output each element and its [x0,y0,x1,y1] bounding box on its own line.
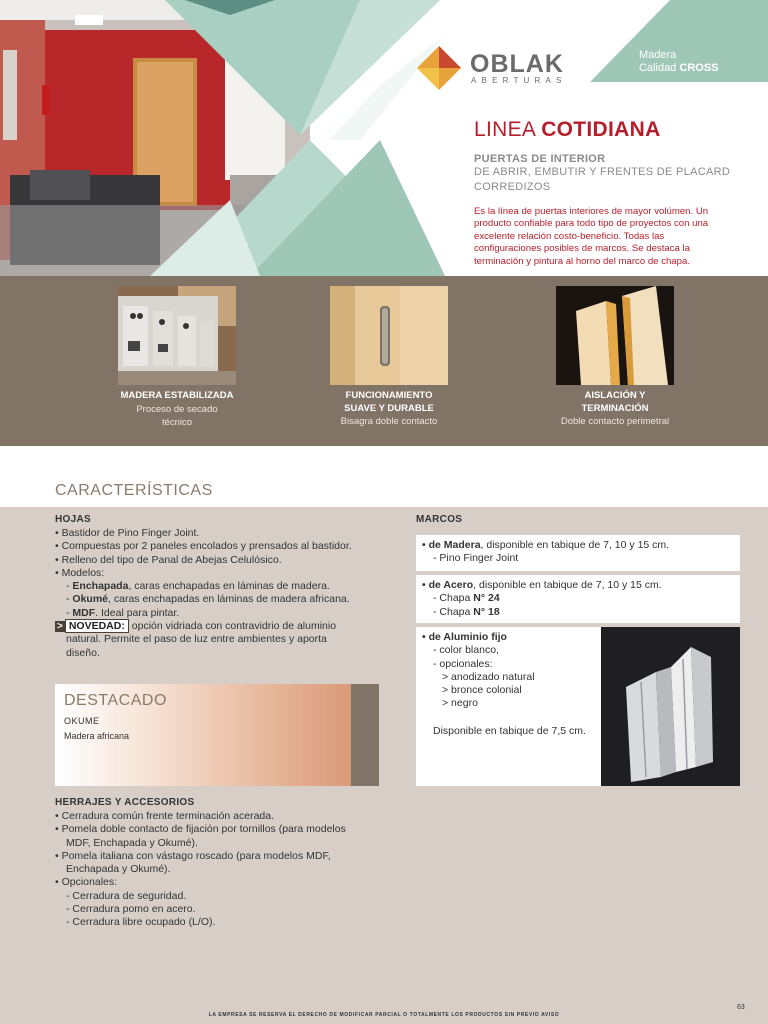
page-number: 63 [737,1004,745,1011]
feature-madera-estabilizada [77,286,277,429]
marco-alu-6: Disponible en tabique de 7,5 cm. [433,724,586,737]
herrajes-line-3: MDF, Enchapada y Okumé). [66,836,198,849]
marco-madera-sub: - Pino Finger Joint [433,552,519,565]
feature-3-title-1: AISLACIÓN Y [584,390,646,401]
herrajes-line-1: • Cerradura común frente terminación acerada. [55,810,275,822]
arrow-right-icon: > [57,621,63,633]
model-enchapada-name: Enchapada [72,580,129,593]
subtitle-2: DE ABRIR, EMBUTIR Y FRENTES DE PLACARD CORREDIZOS [474,166,731,193]
hojas-heading: HOJAS [55,514,91,525]
marco-acero-title: • de Acero [422,579,474,591]
model-okume-name: Okumé [72,593,109,606]
logo-diamond-icon [415,44,463,92]
brand-logo [415,44,590,94]
model-mdf-desc: . Ideal para pintar. [95,606,180,619]
destacado-desc: Madera africana [64,731,130,741]
feature-1-desc-1: Proceso de secado [136,403,218,415]
herrajes-list [55,810,385,930]
hojas-bullet-1: • Bastidor de Pino Finger Joint. [55,527,200,539]
hojas-bullet-3: • Relleno del tipo de Panal de Abejas Celulósico. [55,553,282,566]
badge-line-2-prefix: Calidad [639,62,677,74]
footer-disclaimer: LA EMPRESA SE RESERVA EL DERECHO DE MODIFICAR PARCIAL O TOTALMENTE LOS PRODUCTOS SIN PREVIO AVISO [208,1012,560,1018]
chapa-18-pre: - Chapa [433,605,471,618]
marco-alu-2: - opcionales: [433,657,493,670]
feature-funcionamiento [289,286,489,428]
feature-band [0,276,768,446]
herrajes-heading: HERRAJES Y ACCESORIOS [55,797,195,808]
herrajes-line-2: • Pomela doble contacto de fijación por tornillos (para modelos [55,823,346,836]
model-mdf: - MDF. Ideal para pintar. [66,606,180,619]
marco-alu-4: > bronce colonial [442,684,522,697]
marco-madera-line [422,539,734,552]
marcos-heading: MARCOS [416,514,463,525]
aluminum-frame-photo [601,627,740,786]
section-title-caracteristicas: CARACTERÍSTICAS [55,482,213,499]
hojas-bullet-2: • Compuestas por 2 paneles encolados y prensados al bastidor. [55,540,352,553]
marco-alu-3: > anodizado natural [442,670,535,683]
intro-paragraph: Es la línea de puertas interiores de mayor volúmen. Un producto confiable para todo tipo de proyectos con una excelente relación costo-beneficio. Todas las configuraciones posibles de marcos. Se destaca la terminación y pintura al horno del marco de chapa. [474,206,709,267]
feature-2-title-1: FUNCIONAMIENTO [345,390,433,401]
chapa-24-pre: - Chapa [433,592,471,605]
marco-madera-desc: , disponible en tabique de 7, 10 y 15 cm. [480,539,670,551]
door-profile-photo [556,286,674,385]
title-bold: COTIDIANA [541,118,661,141]
feature-2-desc: Bisagra doble contacto [340,416,438,427]
hojas-list [55,527,385,660]
herrajes-line-4: • Pomela italiana con vástago roscado (para modelos MDF, [55,849,331,862]
model-okume-desc: , caras enchapadas en láminas de madera africana. [108,593,350,606]
subtitle: PUERTAS DE INTERIOR [474,153,606,165]
herrajes-line-8: - Cerradura pomo en acero. [66,903,196,916]
herrajes-line-6: • Opcionales: [55,876,118,889]
chapa-18-num: N° 18 [473,605,500,618]
marco-acero-line [422,579,734,592]
logo-wordmark: OBLAK [470,50,564,78]
herrajes-line-7: - Cerradura de seguridad. [66,889,187,902]
herrajes-line-9: - Cerradura libre ocupado (L/O). [66,916,216,929]
badge-line-2-bold: CROSS [679,62,719,74]
model-enchapada-desc: , caras enchapadas en láminas de madera. [128,580,330,593]
destacado-name: OKUME [64,716,100,726]
title-block [474,118,754,268]
herrajes-line-5: Enchapada y Okumé). [66,863,171,876]
marco-alu-title-text: • de Aluminio fijo [422,631,507,643]
marco-acero-chapa-18 [422,606,734,619]
hojas-section [55,514,385,660]
marco-alu-5: > negro [442,697,478,710]
novedad-label: NOVEDAD: [65,619,129,633]
badge-line-2 [639,62,719,75]
model-mdf-name: MDF [72,606,96,619]
destacado-title: DESTACADO [64,692,167,709]
marco-madera-box [416,535,740,571]
marco-acero-chapa-24 [422,592,734,605]
feature-1-title: MADERA ESTABILIZADA [120,390,234,401]
model-okume: - Okumé, caras enchapadas en láminas de madera africana. [66,593,350,606]
page-title [474,118,754,142]
feature-2-title-2: SUAVE Y DURABLE [344,402,434,414]
marco-alu-1: - color blanco, [433,644,499,657]
marco-madera-title: • de Madera [422,539,481,551]
control-panel-photo [118,286,236,385]
feature-3-desc: Doble contacto perimetral [560,416,670,427]
title-light: LINEA [474,118,536,141]
quality-badge [639,49,719,75]
novedad-line [55,620,385,633]
logo-tagline: ABERTURAS [471,76,567,85]
marco-acero-box [416,575,740,623]
hojas-bullet-4: • Modelos: [55,566,105,579]
feature-aislacion [515,286,715,428]
novedad-text-2: natural. Permite el paso de luz entre ambientes y aporta [66,633,327,646]
novedad-text-1: opción vidriada con contravidrio de aluminio [131,620,337,633]
marco-acero-desc: , disponible en tabique de 7, 10 y 15 cm. [473,579,662,591]
hinge-photo [330,286,448,385]
chapa-24-num: N° 24 [473,592,500,605]
hero-section [0,0,768,276]
novedad-text-3: diseño. [66,646,100,659]
herrajes-section [55,797,385,930]
feature-3-title-2: TERMINACIÓN [581,402,649,414]
model-enchapada: - Enchapada, caras enchapadas en láminas de madera. [66,580,330,593]
destacado-box [55,684,379,786]
feature-1-desc-2: técnico [161,416,193,428]
badge-line-1: Madera [639,49,677,61]
